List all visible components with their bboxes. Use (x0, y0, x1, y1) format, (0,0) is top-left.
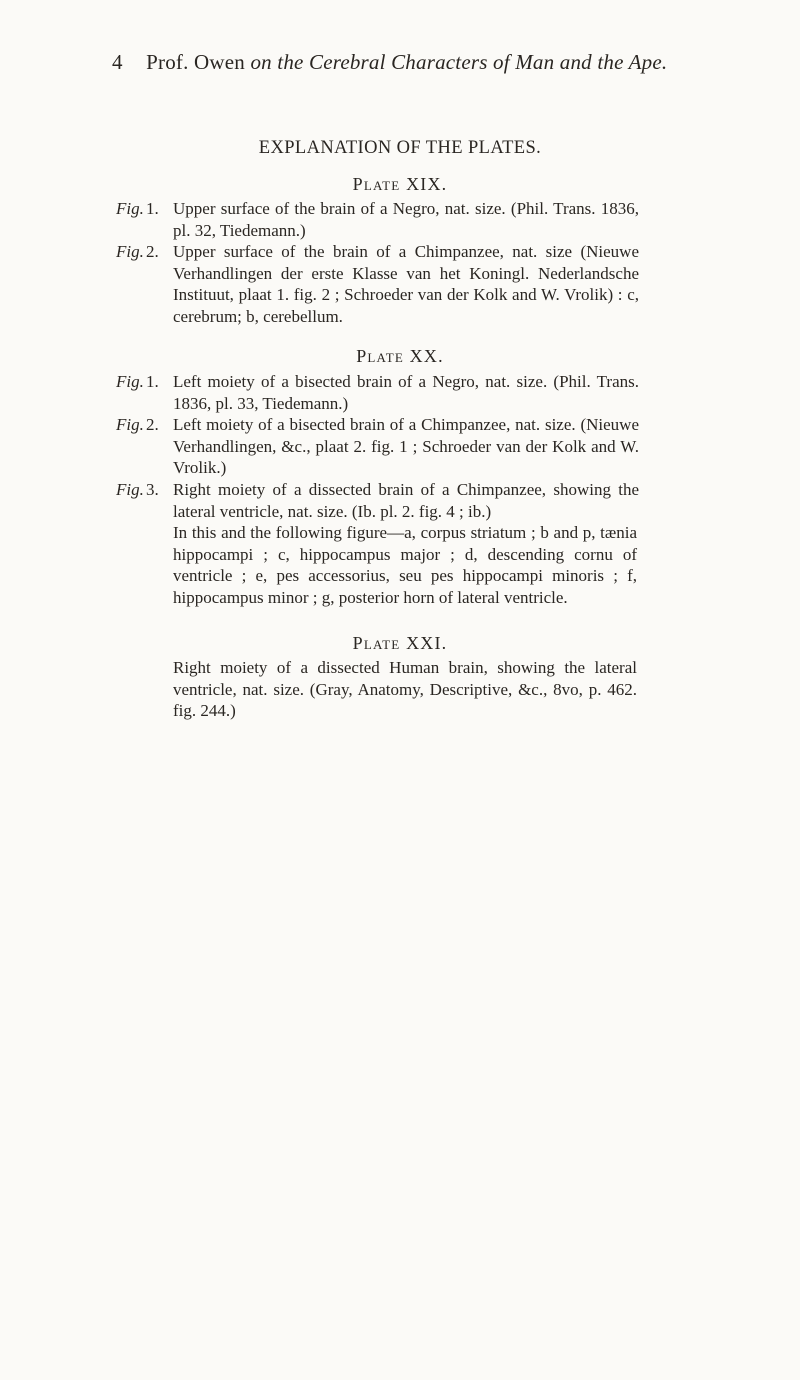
plate-heading-xxi: Plate XXI. (352, 633, 448, 653)
header-title-part-2: of Man (493, 50, 555, 74)
header-title-part-1: on the Cerebral Characters (250, 50, 488, 74)
fig-caption: Right moiety of a dissected brain of a Chimpanzee, showing the lateral ventricle, nat. size. (Ib. pl. 2. fig. 4 ; ib.) (173, 480, 639, 521)
fig-caption: Upper surface of the brain of a Negro, nat. size. (Phil. Trans. 1836, pl. 32, Tiedemann.) (173, 199, 639, 240)
plate-xx-note: In this and the following figure—a, corpus striatum ; b and p, tænia hippocampi ; c, hippocampus major ; d, descending cornu of ventricle ; e, pes accessorius, seu pes hippocampi minoris ; f, hippocampus minor ; g, posterior horn of lateral ventricle. (173, 523, 637, 607)
fig-caption: Left moiety of a bisected brain of a Negro, nat. size. (Phil. Trans. 1836, pl. 33, Tiedemann.) (173, 372, 639, 413)
fig-label: Fig. (116, 199, 144, 218)
page-number: 4 (112, 50, 123, 74)
fig-label: Fig. (116, 480, 144, 499)
fig-caption: Upper surface of the brain of a Chimpanzee, nat. size (Nieuwe Verhandlingen der erste Klasse van het Koningl. Nederlandsche Instituut, plaat 1. fig. 2 ; Schroeder van der Kolk and W. Vrolik) : c, cerebrum; b, cerebellum. (173, 242, 639, 326)
section-title: EXPLANATION OF THE PLATES. (258, 138, 542, 158)
fig-label: Fig. (116, 415, 144, 434)
fig-number: 1. (146, 372, 159, 391)
fig-caption: Left moiety of a bisected brain of a Chimpanzee, nat. size. (Nieuwe Verhandlingen, &c., plaat 2. fig. 1 ; Schroeder van der Kolk and W. Vrolik.) (173, 415, 639, 477)
fig-number: 2. (146, 415, 159, 434)
running-header (112, 50, 667, 75)
plate-heading-xx: Plate XX. (356, 346, 444, 366)
header-title-part-3: and the Ape. (559, 50, 668, 74)
fig-label: Fig. (116, 372, 144, 391)
fig-label: Fig. (116, 242, 144, 261)
fig-number: 1. (146, 199, 159, 218)
header-author: Prof. Owen (146, 50, 245, 74)
plate-heading-xix: Plate XIX. (352, 174, 448, 194)
plate-xxi-description: Right moiety of a dissected Human brain, showing the lateral ventricle, nat. size. (Gray, Anatomy, Descriptive, &c., 8vo, p. 462. fig. 244.) (173, 658, 637, 720)
fig-number: 2. (146, 242, 159, 261)
fig-number: 3. (146, 480, 159, 499)
